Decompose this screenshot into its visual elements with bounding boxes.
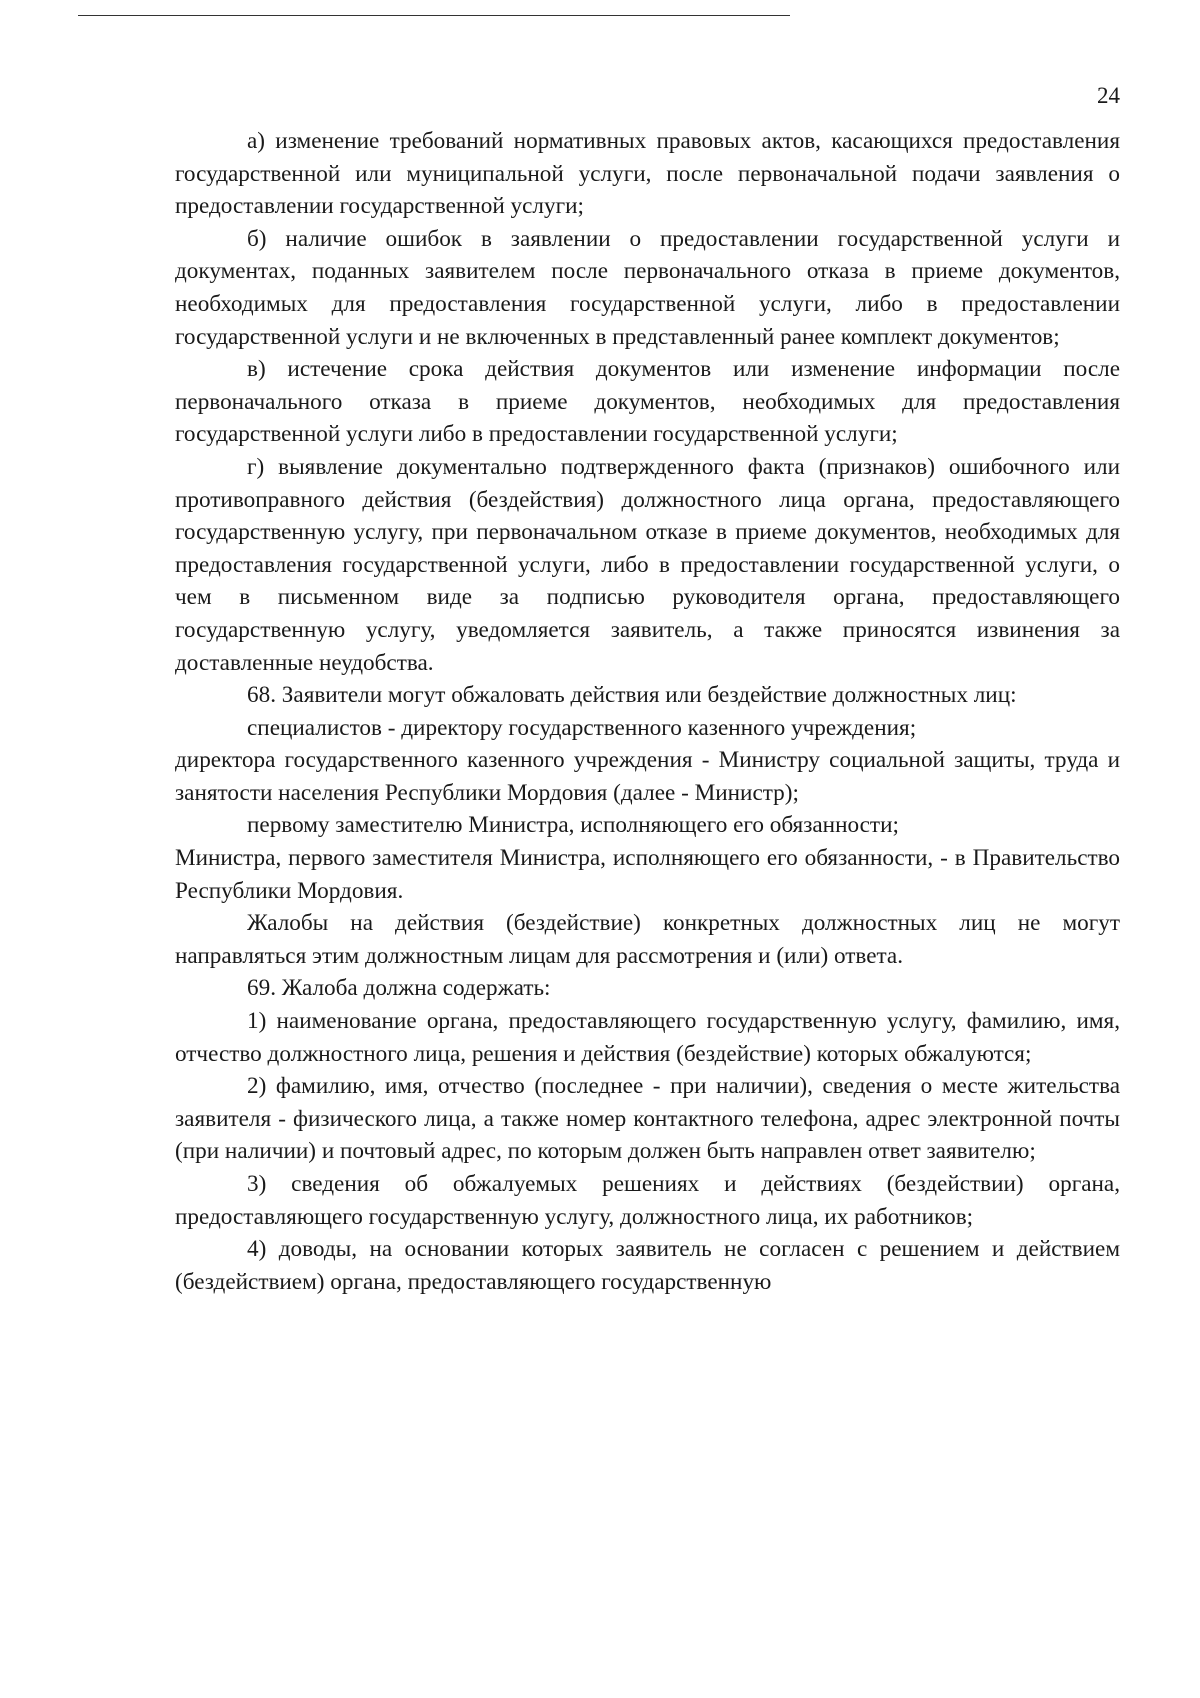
paragraph-69: 69. Жалоба должна содержать: bbox=[247, 975, 551, 1002]
page-number: 24 bbox=[1097, 83, 1120, 108]
paragraph-a: а) изменение требований нормативных правовых актов, касающихся предоставления государственной или муниципальной услуги, после первоначальной подачи заявления о предоставлении государственной услуги; bbox=[175, 128, 1120, 220]
item-2: 2) фамилию, имя, отчество (последнее - при наличии), сведения о месте жительства заявителя - физического лица, а также номер контактного телефона, адрес электронной почты (при наличии) и почтовый адрес, по которым должен быть направлен ответ заявителю; bbox=[175, 1073, 1120, 1165]
top-rule bbox=[78, 15, 790, 16]
document-body bbox=[175, 125, 1120, 1298]
appeal-specialists: специалистов - директору государственного казенного учреждения; bbox=[247, 714, 917, 741]
item-4: 4) доводы, на основании которых заявитель не согласен с решением и действием (бездействием) органа, предоставляющего государственную bbox=[175, 1236, 1120, 1295]
appeal-director: директора государственного казенного учреждения - Министру социальной защиты, труда и занятости населения Республики Мордовия (далее - Министр); bbox=[175, 747, 1120, 806]
paragraph-b: б) наличие ошибок в заявлении о предоставлении государственной услуги и документах, поданных заявителем после первоначального отказа в приеме документов, необходимых для предоставления государственной услуги, либо в предоставлении государственной услуги и не включенных в представленный ранее комплект документов; bbox=[175, 225, 1120, 350]
item-1: 1) наименование органа, предоставляющего государственную услугу, фамилию, имя, отчество должностного лица, решения и действия (бездействие) которых обжалуются; bbox=[175, 1008, 1120, 1067]
appeal-first-deputy: первому заместителю Министра, исполняющего его обязанности; bbox=[247, 812, 899, 839]
item-3: 3) сведения об обжалуемых решениях и действиях (бездействии) органа, предоставляющего государственную услугу, должностного лица, их работников; bbox=[175, 1171, 1120, 1230]
appeal-minister: Министра, первого заместителя Министра, исполняющего его обязанности, - в Правительство Республики Мордовия. bbox=[175, 845, 1120, 904]
paragraph-v: в) истечение срока действия документов или изменение информации после первоначального отказа в приеме документов, необходимых для предоставления государственной услуги либо в предоставлении государственной услуги; bbox=[175, 356, 1120, 448]
paragraph-g: г) выявление документально подтвержденного факта (признаков) ошибочного или противоправного действия (бездействия) должностного лица органа, предоставляющего государственную услугу, при первоначальном отказе в приеме документов, необходимых для предоставления государственной услуги, либо в предоставлении государственной услуги, о чем в письменном виде за подписью руководителя органа, предоставляющего государственную услугу, уведомляется заявитель, а также приносятся извинения за доставленные неудобства. bbox=[175, 453, 1120, 676]
paragraph-68: 68. Заявители могут обжаловать действия или бездействие должностных лиц: bbox=[247, 682, 1017, 709]
paragraph-complaints: Жалобы на действия (бездействие) конкретных должностных лиц не могут направляться этим должностным лицам для рассмотрения и (или) ответа. bbox=[175, 910, 1120, 969]
